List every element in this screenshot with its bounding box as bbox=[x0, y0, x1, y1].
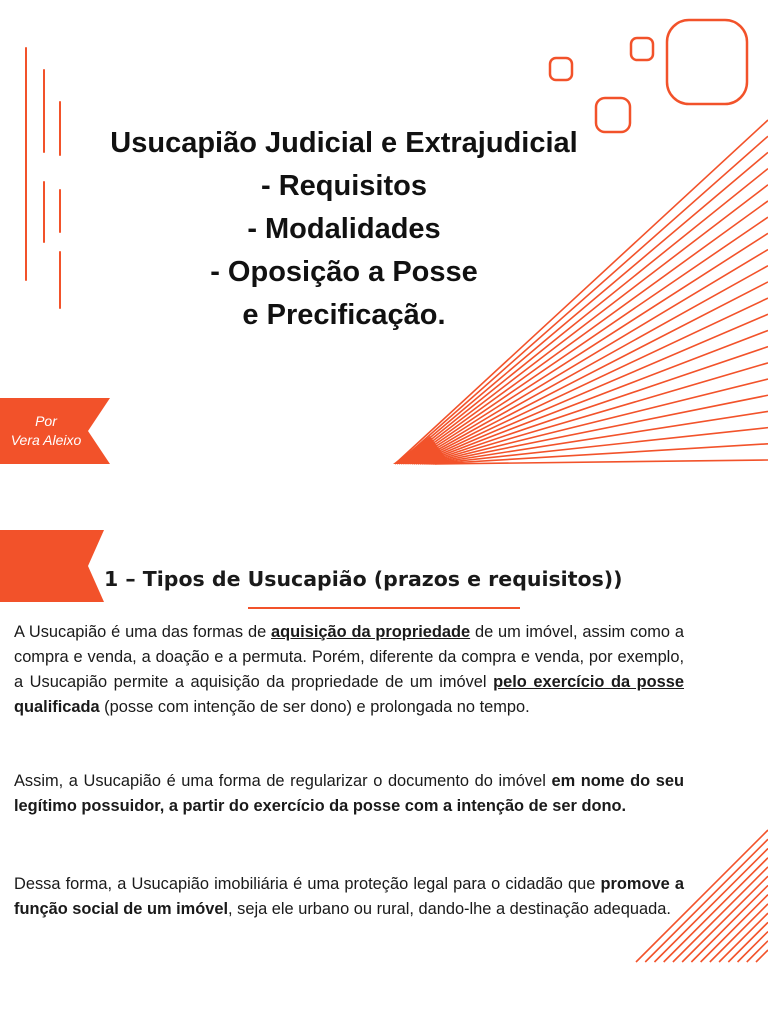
title-line: e Precificação. bbox=[242, 299, 446, 331]
paragraph-1 bbox=[14, 620, 684, 720]
fan-line bbox=[425, 379, 768, 464]
fan-line bbox=[710, 904, 768, 962]
text-run: Dessa forma, a Usucapião imobiliária é uma proteção legal para o cidadão que bbox=[14, 875, 601, 893]
heading-underline bbox=[248, 607, 520, 609]
author-name: Vera Aleixo bbox=[10, 432, 82, 448]
vertical-lines-decoration bbox=[26, 48, 60, 308]
author-label bbox=[0, 398, 110, 464]
author-by: Por bbox=[35, 413, 57, 429]
text-run: de um imóvel, assim como a compra e venda, a doação e a permuta. Porém, diferente da compra e venda, por exemplo, a Usucapião permite a aquisição da propriedade de um imóvel bbox=[14, 623, 684, 691]
title-line: - Oposição a Posse bbox=[210, 256, 478, 288]
text-run: , seja ele urbano ou rural, dando-lhe a destinação adequada. bbox=[228, 900, 671, 918]
title-line: - Requisitos bbox=[261, 170, 427, 202]
fan-line bbox=[738, 932, 768, 962]
bold-text: em nome do seu legítimo possuidor, a partir do exercício da posse com a intenção de ser dono. bbox=[14, 772, 684, 815]
text-run: A Usucapião é uma das formas de bbox=[14, 623, 272, 641]
underlined-bold-text: pelo exercício da posse bbox=[493, 673, 685, 691]
paragraph-2 bbox=[14, 769, 684, 819]
title-line: Usucapião Judicial e Extrajudicial bbox=[110, 127, 578, 159]
fan-line bbox=[719, 913, 768, 962]
text-run: Assim, a Usucapião é uma forma de regularizar o documento do imóvel bbox=[14, 772, 552, 790]
paragraph-3 bbox=[14, 872, 684, 922]
fan-line bbox=[682, 876, 768, 962]
rounded-squares-decoration bbox=[550, 20, 747, 132]
title-line: - Modalidades bbox=[247, 213, 441, 245]
underlined-bold-text: aquisição da propriedade bbox=[271, 623, 471, 641]
fan-line bbox=[747, 941, 768, 962]
section-ribbon bbox=[0, 530, 104, 602]
fan-line bbox=[673, 867, 768, 962]
section-heading: 1 – Tipos de Usucapião (prazos e requisitos)) bbox=[104, 567, 623, 591]
bold-text: promove a função social de um imóvel bbox=[14, 875, 685, 918]
bold-text: qualificada bbox=[14, 698, 100, 716]
document-title bbox=[80, 122, 608, 337]
text-run: (posse com intenção de ser dono) e prolongada no tempo. bbox=[99, 698, 530, 716]
